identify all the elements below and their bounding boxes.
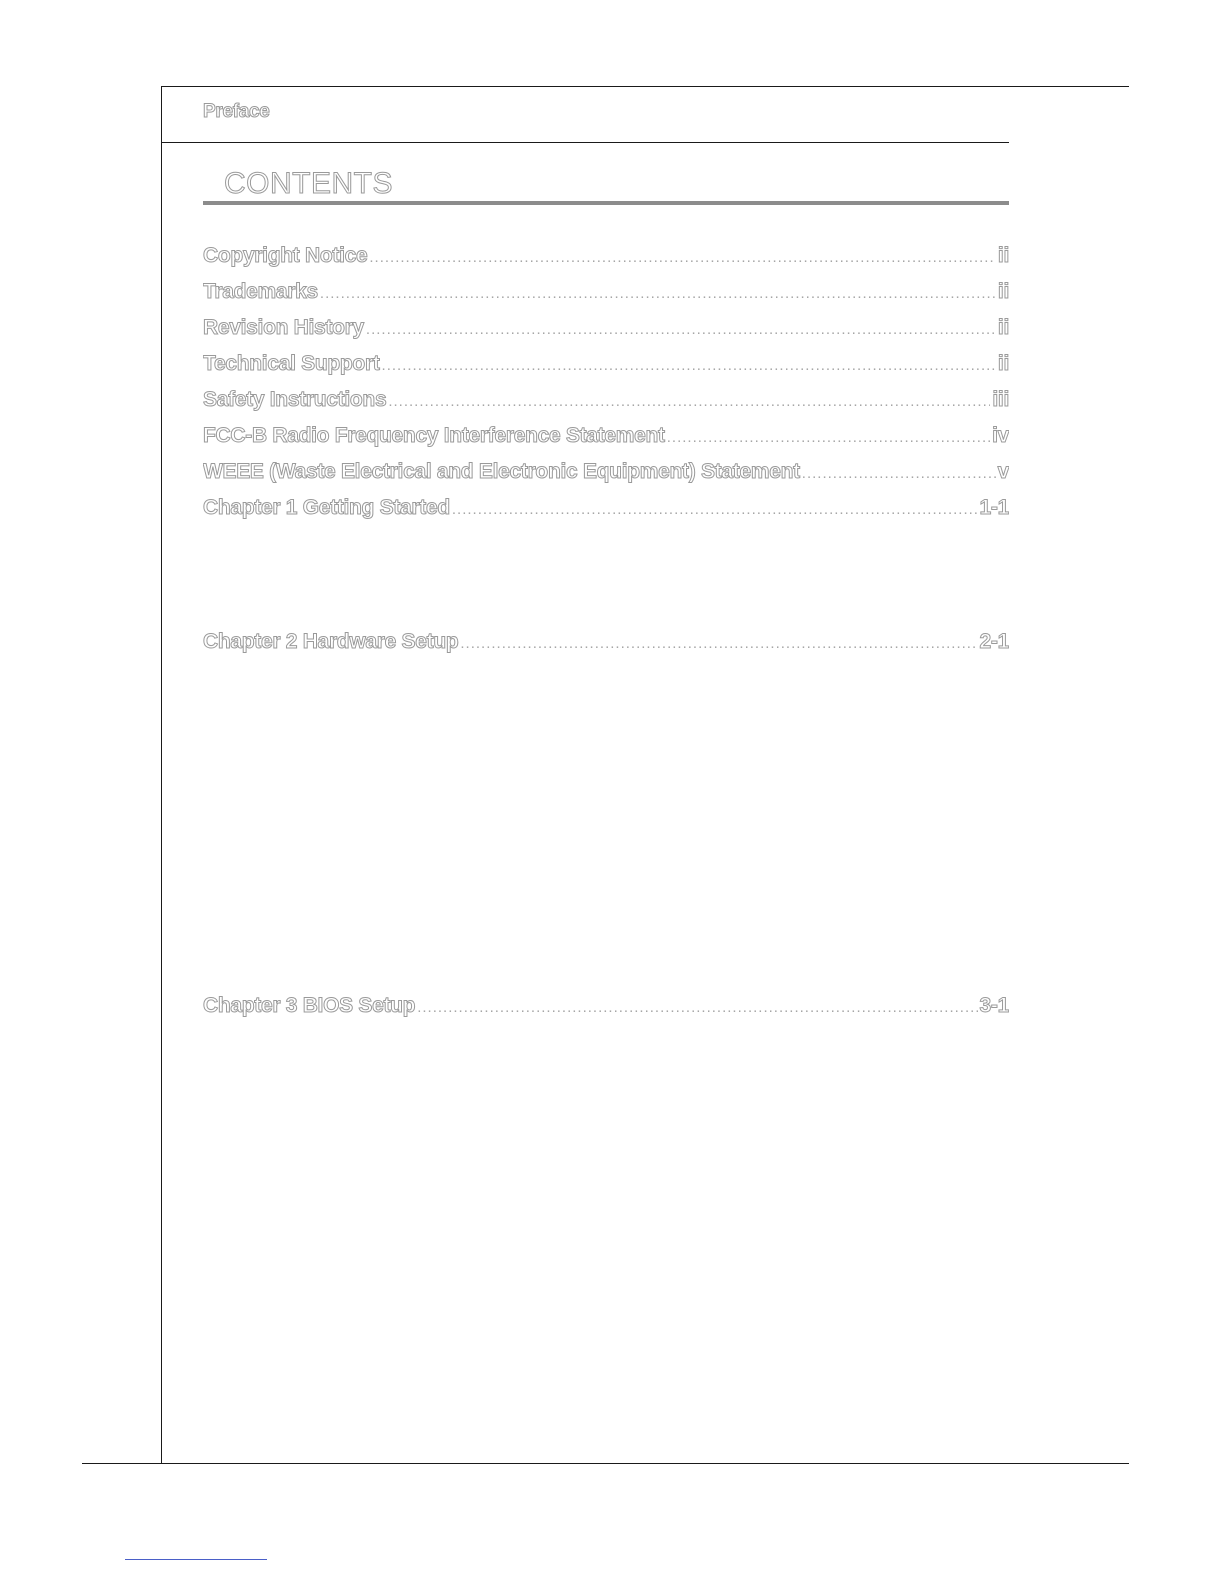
toc-entry-page: ii xyxy=(997,280,1009,303)
dot-leader xyxy=(320,285,996,302)
dot-leader xyxy=(382,357,996,374)
title-underline xyxy=(203,201,1009,205)
toc-entry-page: 3-1 xyxy=(979,994,1009,1017)
dot-leader xyxy=(460,635,977,652)
toc-entry-title: Chapter 2 Hardware Setup xyxy=(203,630,459,653)
toc-entry-page: v xyxy=(997,460,1009,483)
footer-link-underline xyxy=(125,1559,267,1560)
toc-entry-chapter-3[interactable] xyxy=(203,994,1009,1024)
dot-leader xyxy=(417,999,977,1016)
toc-entry-title: Copyright Notice xyxy=(203,244,368,267)
toc-entry-revision-history[interactable] xyxy=(203,316,1009,346)
toc-entry-weee-statement[interactable] xyxy=(203,460,1009,490)
dot-leader xyxy=(667,429,990,446)
toc-entry-page: iii xyxy=(992,388,1009,411)
header-divider xyxy=(161,142,1009,143)
toc-entry-title: Chapter 3 BIOS Setup xyxy=(203,994,416,1017)
toc-entry-title: Technical Support xyxy=(203,352,380,375)
toc-entry-page: iv xyxy=(992,424,1009,447)
dot-leader xyxy=(802,465,996,482)
toc-entry-title: Trademarks xyxy=(203,280,318,303)
toc-entry-fcc-statement[interactable] xyxy=(203,424,1009,454)
dot-leader xyxy=(369,249,996,266)
toc-entry-title: Revision History xyxy=(203,316,364,339)
toc-entry-safety-instructions[interactable] xyxy=(203,388,1009,418)
toc-entry-title: FCC-B Radio Frequency Interference Statement xyxy=(203,424,665,447)
page-border-bottom xyxy=(82,1463,1129,1464)
dot-leader xyxy=(452,501,978,518)
toc-entry-page: ii xyxy=(997,352,1009,375)
toc-entry-chapter-2[interactable] xyxy=(203,630,1009,660)
toc-entry-title: Chapter 1 Getting Started xyxy=(203,496,450,519)
toc-entry-chapter-1[interactable] xyxy=(203,496,1009,526)
page-title: CONTENTS xyxy=(224,167,393,200)
toc-entry-title: Safety Instructions xyxy=(203,388,387,411)
toc-entry-page: ii xyxy=(997,316,1009,339)
toc-entry-page: 1-1 xyxy=(979,496,1009,519)
dot-leader xyxy=(366,321,996,338)
section-label: Preface xyxy=(203,101,270,122)
toc-entry-trademarks[interactable] xyxy=(203,280,1009,310)
toc-entry-page: ii xyxy=(997,244,1009,267)
page-border-top xyxy=(161,86,1129,87)
toc-entry-title: WEEE (Waste Electrical and Electronic Equipment) Statement xyxy=(203,460,800,483)
toc-entry-copyright[interactable] xyxy=(203,244,1009,274)
dot-leader xyxy=(388,393,990,410)
page-border-left xyxy=(161,86,162,1464)
toc-entry-page: 2-1 xyxy=(979,630,1009,653)
toc-entry-technical-support[interactable] xyxy=(203,352,1009,382)
